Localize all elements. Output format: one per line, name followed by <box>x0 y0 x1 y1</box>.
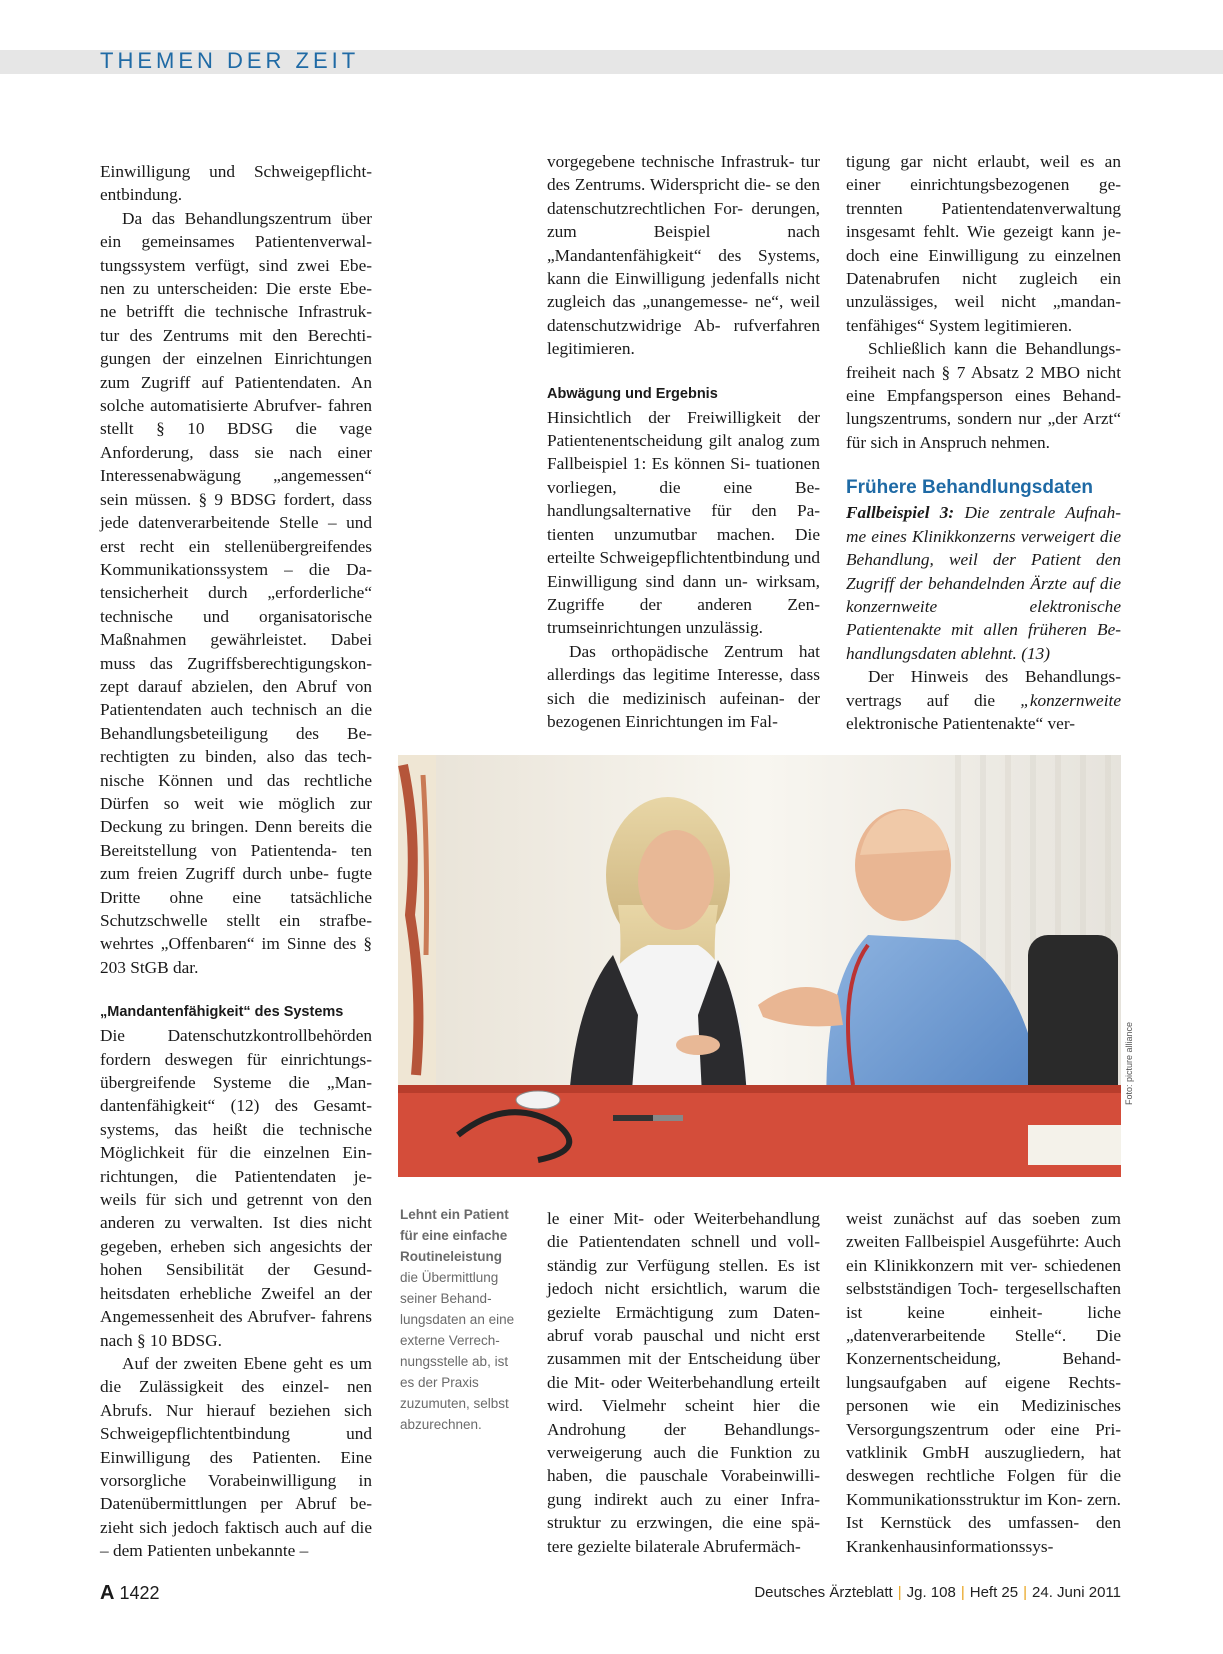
photo-doctor-patient <box>398 755 1121 1177</box>
col2-paragraph-1: vorgegebene technische Infrastruk- tur des Zentrums. Widerspricht die- se den datenschutzrechtlichen For- derungen, zum Beispiel nach „Mandantenfähigkeit“ des Systems, kann die Einwilligung jedenfalls nicht zugleich das „unangemesse- ne“, weil datenschutzwidrige Ab- rufverfahren legitimieren. <box>547 152 820 359</box>
col1-paragraph-2: Da das Behandlungszentrum über ein gemeinsames Patientenverwal- tungssystem verfügt, sind zwei Ebe- nen zu unterscheiden: Die erste Ebe- ne betrifft die technische Infrastruk- tur des Zentrums mit den Berechti- gungen der einzelnen Einrichtungen zum Zugriff auf Patientendaten. An solche automatisierte Abrufver- fahren stellt § 10 BDSG die vage Anforderung, dass sie nach einer Interessenabwägung „angemessen“ sein müssen. § 9 BDSG fordert, dass jede datenverarbeitende Stelle – und erst recht ein stellenübergreifendes Kommunikationssystem – die Da- tensicherheit durch „erforderliche“ technische und organisatorische Maßnahmen gewährleistet. Dabei muss das Zugriffsberechtigungskon- zept darauf abzielen, den Abruf von Patientendaten auch technisch an die Behandlungsbeteiligung des Be- rechtigten zu binden, also das tech- nische Können und das rechtliche Dürfen so weit wie möglich zur Deckung zu bringen. Denn bereits die Bereitstellung von Patientenda- ten zum freien Zugriff durch unbe- fugte Dritte ohne eine tatsächliche Schutzschwelle stellt ein strafbe- wehrtes „Offenbaren“ im Sinne des § 203 StGB dar. <box>100 208 372 977</box>
photo-credit: Foto: picture alliance <box>1124 1021 1134 1105</box>
column-1 <box>100 160 372 1563</box>
col3-p3-italic: „konzernweite <box>1020 690 1121 710</box>
journal-name: Deutsches Ärzteblatt <box>754 1584 893 1601</box>
journal-volume: Jg. 108 <box>906 1584 956 1601</box>
col1-paragraph-4: Auf der zweiten Ebene geht es um die Zulässigkeit des einzel- nen Abrufs. Nur hierauf beziehen sich Schweigepflichtentbindung und Einwilligung des Patienten. Eine vorsorgliche Vorabeinwilligung in Datenübermittlungen per Abruf be- zieht sich jedoch faktisch auch auf die – dem Patienten unbekannte – <box>100 1353 372 1561</box>
caption-bold: Lehnt ein Patient für eine einfache Routineleistung <box>400 1207 509 1264</box>
photo-caption <box>400 1204 525 1435</box>
col3-paragraph-1: tigung gar nicht erlaubt, weil es an einer einrichtungsbezogenen ge- trennten Patientendatenverwaltung insgesamt fehlt. Wie gezeigt kann je- doch eine Einwilligung zu einzelnen Datenabrufen nicht zugleich ein unzulässiges, weil nicht „mandan- tenfähiges“ System legitimieren. <box>846 152 1121 335</box>
journal-info: Deutsches Ärzteblatt | Jg. 108 | Heft 25 | 24. Juni 2011 <box>754 1584 1121 1601</box>
heading-fruehere-behandlungsdaten: Frühere Behandlungsdaten <box>846 477 1094 499</box>
journal-date: 24. Juni 2011 <box>1032 1584 1121 1601</box>
case-example-3 <box>846 501 1121 665</box>
case-text: Die zentrale Aufnah- me eines Klinikkonzerns verweigert die Behandlung, weil der Patient den Zugriff der behandelnden Ärzte auf die konzernweite elektronische Patientenakte mit allen früheren Be- handlungsdaten ablehnt. (13) <box>846 503 1121 663</box>
col3-p3-end: elektronische Patientenakte“ ver- <box>846 713 1076 733</box>
column-2-bottom <box>547 1207 820 1558</box>
column-2 <box>547 150 820 733</box>
col1-paragraph-1: Einwilligung und Schweigepflicht- entbindung. <box>100 162 372 205</box>
section-title: THEMEN DER ZEIT <box>100 48 360 73</box>
column-3-bottom <box>846 1207 1121 1558</box>
subhead-abwaegung: Abwägung und Ergebnis <box>547 385 718 402</box>
page-number <box>100 1582 160 1605</box>
photo-illustration <box>398 755 1121 1177</box>
col2-paragraph-2: Hinsichtlich der Freiwilligkeit der Patientenentscheidung gilt analog zum Fallbeispiel 1: Es können Si- tuationen vorliegen, die eine Be- handlungsalternative für den Pa- tienten unzumutbar machen. Die erteilte Schweigepflichtentbindung und Einwilligung sind dann un- wirksam, Zugriffe der anderen Zen- trumseinrichtungen unzulässig. <box>547 407 820 638</box>
col3-paragraph-2: Schließlich kann die Behandlungs- freiheit nach § 7 Absatz 2 MBO nicht eine Empfangsperson eines Behand- lungszentrums, sondern nur „der Arzt“ für sich in Anspruch nehmen. <box>846 339 1121 452</box>
col2-paragraph-3: Das orthopädische Zentrum hat allerdings das legitime Interesse, dass sich die medizinisch aufeinan- der bezogenen Einrichtungen im Fal- <box>547 641 820 731</box>
page-number-value: 1422 <box>119 1583 160 1603</box>
col2b-paragraph-1: le einer Mit- oder Weiterbehandlung die Patientendaten schnell und voll- ständig zur Verfügung stellen. Es ist jedoch nicht ersichtlich, warum die gezielte Ermächtigung zum Daten- abruf vorab pauschal und nicht erst zusammen mit der Entscheidung über die Mit- oder Weiterbehandlung erteilt wird. Vielmehr scheint hier die Androhung der Behandlungs- verweigerung auch die Funktion zu haben, die pauschale Vorabeinwilli- gung indirekt auch zu einer Infra- struktur zu erzwingen, die eine spä- tere gezielte bilaterale Abrufermäch- <box>547 1209 820 1556</box>
journal-issue: Heft 25 <box>969 1584 1019 1601</box>
caption-text: die Übermittlung seiner Behand- lungsdaten an eine externe Verrech- nungsstelle ab, ist es der Praxis zuzumuten, selbst abzurechnen. <box>400 1270 515 1432</box>
page-prefix: A <box>100 1582 115 1604</box>
column-3 <box>846 150 1121 735</box>
col3-p3-start: Der Hinweis des Behandlungs- vertrags auf die <box>846 667 1121 710</box>
subhead-mandantenfaehigkeit: „Mandantenfähigkeit“ des Systems <box>100 1004 344 1021</box>
case-label: Fallbeispiel 3: <box>846 503 955 523</box>
col3b-paragraph-1: weist zunächst auf das soeben zum zweiten Fallbeispiel Ausgeführte: Auch ein Klinikkonzern mit ver- schiedenen selbstständigen Toch- tergesellschaften ist keine einheit- liche „datenverarbeitende Stelle“. Die Konzernentscheidung, Behand- lungsaufgaben auf eigene Rechts- personen wie ein Medizinisches Versorgungszentrum oder eine Pri- vatklinik GmbH auszugliedern, hat deswegen rechtliche Folgen für die Kommunikationsstruktur im Kon- zern. Ist Kernstück des umfassen- den Krankenhausinformationssys- <box>846 1209 1121 1556</box>
col1-paragraph-3: Die Datenschutzkontrollbehörden fordern deswegen für einrichtungs- übergreifende Systeme die „Man- dantenfähigkeit“ (12) des Gesamt- systems, das heißt die technische Möglichkeit für die einzelnen Ein- richtungen, die Patientendaten je- weils für sich und getrennt von den anderen zu verwalten. Ist dies nicht gegeben, erheben sich angesichts der hohen Sensibilität der Gesund- heitsdaten erhebliche Zweifel an der Angemessenheit des Abrufver- fahrens nach § 10 BDSG. <box>100 1026 372 1350</box>
col3-paragraph-3 <box>846 665 1121 735</box>
